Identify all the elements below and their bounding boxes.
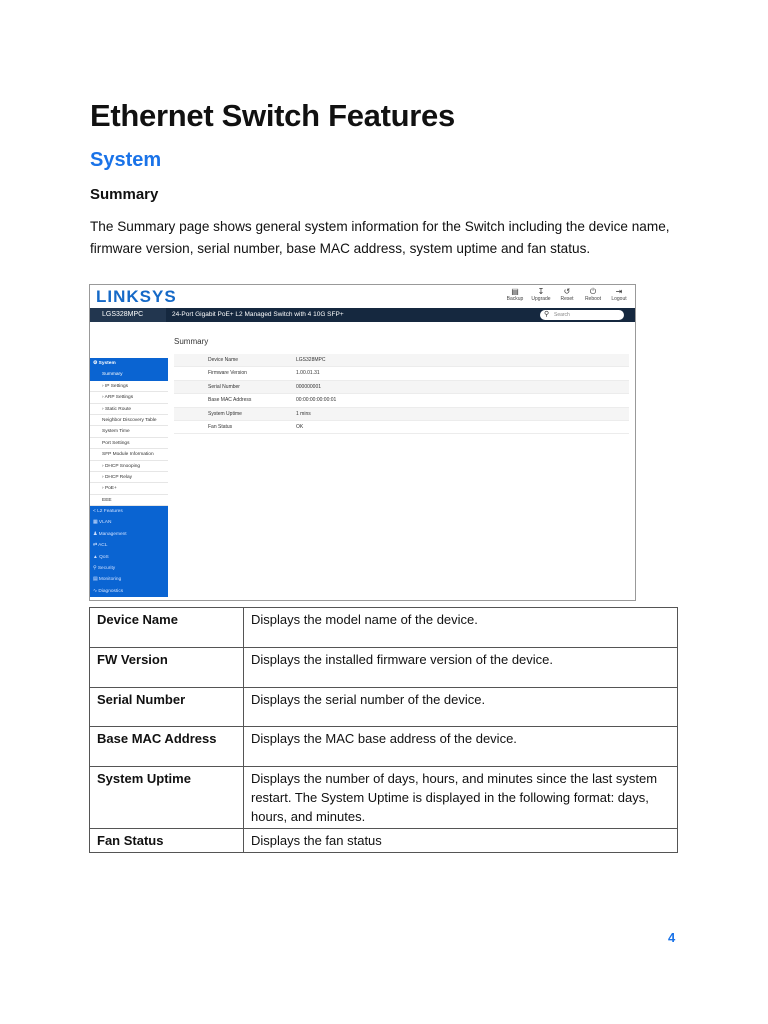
- upgrade-icon: ↧: [537, 287, 545, 296]
- sidebar-sections: [90, 506, 168, 597]
- field-term: Base MAC Address: [90, 727, 244, 767]
- user-icon: ♟: [93, 531, 99, 537]
- table-row: [90, 648, 678, 688]
- top-toolbar: [505, 287, 629, 302]
- sidebar-item-poe[interactable]: › PoE+: [90, 483, 168, 494]
- intro-paragraph: The Summary page shows general system information for the Switch including the device name, firmware version, serial number, base MAC address, system uptime and fan status.: [90, 219, 670, 256]
- table-row: [90, 829, 678, 853]
- summary-rows: [174, 354, 629, 434]
- reset-button[interactable]: ↺ Reset: [560, 287, 574, 302]
- upgrade-button[interactable]: ↧ Upgrade: [531, 287, 551, 302]
- sidebar-section-management[interactable]: ♟ Management: [90, 529, 168, 540]
- field-term: Device Name: [90, 608, 244, 648]
- sidebar-item-summary[interactable]: Summary: [90, 369, 168, 380]
- sidebar-item-system-time[interactable]: System Time: [90, 426, 168, 437]
- subsection-heading: Summary: [90, 186, 159, 203]
- content-title: Summary: [174, 337, 209, 346]
- sidebar-item-port-settings[interactable]: Port Settings: [90, 438, 168, 449]
- summary-screenshot: [89, 284, 636, 601]
- sidebar: [90, 358, 168, 597]
- reset-icon: ↺: [563, 287, 571, 296]
- sidebar-section-acl[interactable]: ⇄ ACL: [90, 540, 168, 551]
- table-row: [90, 688, 678, 727]
- search-placeholder: Search: [554, 312, 570, 318]
- key-icon: ⚲: [93, 566, 98, 572]
- field-term: Serial Number: [90, 688, 244, 727]
- table-row: Firmware Version 1.00.01.31: [174, 367, 629, 380]
- table-row: [90, 767, 678, 829]
- table-row: Base MAC Address 00:00:00:00:00:01: [174, 394, 629, 407]
- sidebar-item-eee[interactable]: EEE: [90, 495, 168, 506]
- table-row: Fan Status OK: [174, 421, 629, 434]
- sidebar-section-qos[interactable]: ▲ QoS: [90, 552, 168, 563]
- reboot-button[interactable]: ⏻ Reboot: [584, 287, 602, 302]
- table-row: Device Name LGS328MPC: [174, 354, 629, 367]
- search-icon: ⚲: [544, 311, 550, 318]
- save-icon: ▤: [511, 287, 519, 296]
- sidebar-item-dhcp-relay[interactable]: › DHCP Relay: [90, 472, 168, 483]
- sidebar-section-monitoring[interactable]: ▤ Monitoring: [90, 574, 168, 585]
- monitor-icon: ▤: [93, 577, 99, 583]
- qos-icon: ▲: [93, 554, 100, 560]
- power-icon: ⏻: [589, 287, 597, 296]
- search-input[interactable]: [540, 310, 624, 320]
- vlan-icon: ▦: [93, 520, 99, 526]
- linksys-logo: LINKSYS: [96, 287, 177, 306]
- field-description: Displays the model name of the device.: [244, 608, 678, 648]
- summary-content: [174, 337, 629, 434]
- section-heading: System: [90, 149, 162, 171]
- field-term: Fan Status: [90, 829, 244, 853]
- field-description: Displays the installed firmware version of the device.: [244, 648, 678, 688]
- share-icon: <: [93, 509, 98, 515]
- diagnostics-icon: ∿: [93, 588, 99, 594]
- sidebar-section-diagnostics[interactable]: ∿ Diagnostics: [90, 586, 168, 597]
- model-banner: [90, 308, 635, 322]
- field-description: Displays the MAC base address of the device.: [244, 727, 678, 767]
- page-title: Ethernet Switch Features: [90, 98, 455, 133]
- field-term: FW Version: [90, 648, 244, 688]
- sidebar-item-sfp-module[interactable]: SFP Module Information: [90, 449, 168, 460]
- sidebar-section-l2-features[interactable]: < L2 Features: [90, 506, 168, 517]
- model-description: 24-Port Gigabit PoE+ L2 Managed Switch with 4 10G SFP+: [172, 311, 344, 318]
- field-description: Displays the number of days, hours, and minutes since the last system restart. The System Uptime is displayed in the following format: days, hours, and minutes.: [244, 767, 678, 829]
- table-row: System Uptime 1 mins: [174, 408, 629, 421]
- field-term: System Uptime: [90, 767, 244, 829]
- sidebar-item-static-route[interactable]: › Static Route: [90, 404, 168, 415]
- field-description: Displays the fan status: [244, 829, 678, 853]
- table-row: [90, 608, 678, 648]
- field-description: Displays the serial number of the device.: [244, 688, 678, 727]
- sidebar-item-neighbor-discovery[interactable]: Neighbor Discovery Table: [90, 415, 168, 426]
- logout-button[interactable]: ⇥ Logout: [611, 287, 627, 302]
- sidebar-item-dhcp-snooping[interactable]: › DHCP Snooping: [90, 461, 168, 472]
- backup-button[interactable]: ▤ Backup: [506, 287, 524, 302]
- logout-icon: ⇥: [615, 287, 623, 296]
- sidebar-section-security[interactable]: ⚲ Security: [90, 563, 168, 574]
- table-row: Serial Number 000000001: [174, 381, 629, 394]
- page-number: 4: [668, 930, 676, 945]
- sidebar-item-arp-settings[interactable]: › ARP Settings: [90, 392, 168, 403]
- sidebar-section-vlan[interactable]: ▦ VLAN: [90, 517, 168, 528]
- field-description-table: [89, 607, 678, 853]
- shuffle-icon: ⇄: [93, 543, 99, 549]
- sidebar-section-system[interactable]: ⚙ System: [90, 358, 168, 369]
- gear-icon: ⚙: [93, 361, 99, 366]
- table-row: [90, 727, 678, 767]
- model-name: LGS328MPC: [90, 308, 166, 322]
- sidebar-item-ip-settings[interactable]: › IP Settings: [90, 381, 168, 392]
